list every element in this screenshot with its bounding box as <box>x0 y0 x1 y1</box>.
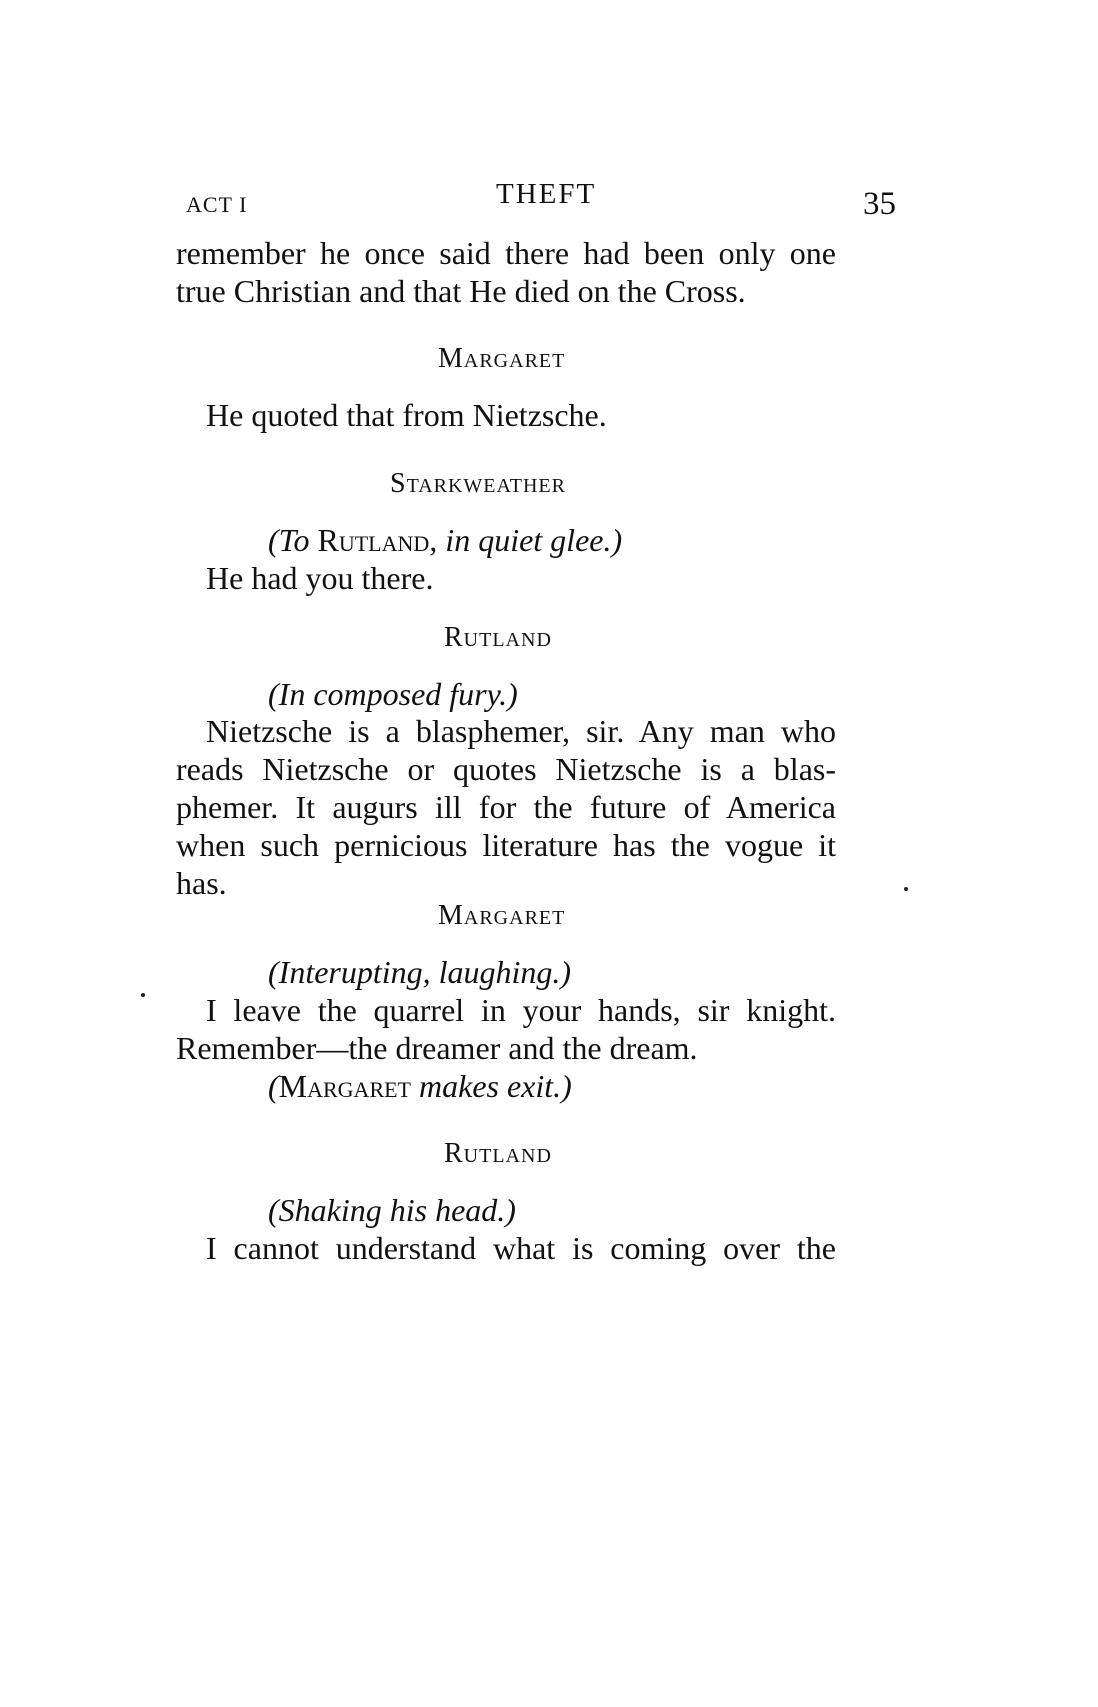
text-line: reads Nietzsche or quotes Nietzsche is a blas- <box>176 751 836 787</box>
text-line: Nietzsche is a blasphemer, sir. Any man who <box>206 713 836 749</box>
text-line: when such pernicious literature has the vogue it <box>176 827 836 863</box>
speaker-name: Starkweather <box>390 468 566 499</box>
running-header <box>186 178 896 228</box>
text-line: He quoted that from Nietzsche. <box>206 397 607 433</box>
text-line: He had you there. <box>206 560 434 596</box>
text-line: phemer. It augurs ill for the future of America <box>176 789 836 825</box>
act-label: ACT I <box>186 192 248 217</box>
text-line: true Christian and that He died on the Cross. <box>176 273 746 309</box>
stage-direction-text: ( <box>268 1068 279 1104</box>
page-number: 35 <box>863 186 896 222</box>
text-line: I leave the quarrel in your hands, sir knight. <box>206 992 836 1028</box>
stage-direction: (In composed fury.) <box>268 676 518 712</box>
stage-direction-text: makes exit.) <box>411 1068 572 1104</box>
speaker-name: Margaret <box>438 343 566 374</box>
stage-direction-text: (To <box>268 522 318 558</box>
speaker-name: Rutland <box>444 1138 552 1169</box>
character-name: Rutland <box>317 522 430 558</box>
running-title: THEFT <box>496 178 597 210</box>
scan-speck <box>904 887 908 891</box>
text-line: I cannot understand what is coming over the <box>206 1230 836 1266</box>
stage-direction <box>268 520 622 560</box>
text-line: has. <box>176 865 227 901</box>
speaker-name: Margaret <box>438 900 566 931</box>
stage-direction: (Shaking his head.) <box>268 1192 516 1228</box>
text-line: Remember—the dreamer and the dream. <box>176 1030 698 1066</box>
stage-direction <box>268 1066 572 1106</box>
scan-speck <box>141 993 145 997</box>
stage-direction-text: , in quiet glee.) <box>429 522 623 558</box>
character-name: Margaret <box>278 1068 411 1104</box>
stage-direction: (Interupting, laughing.) <box>268 954 572 990</box>
text-line: remember he once said there had been only one <box>176 235 836 271</box>
speaker-name: Rutland <box>444 622 552 653</box>
